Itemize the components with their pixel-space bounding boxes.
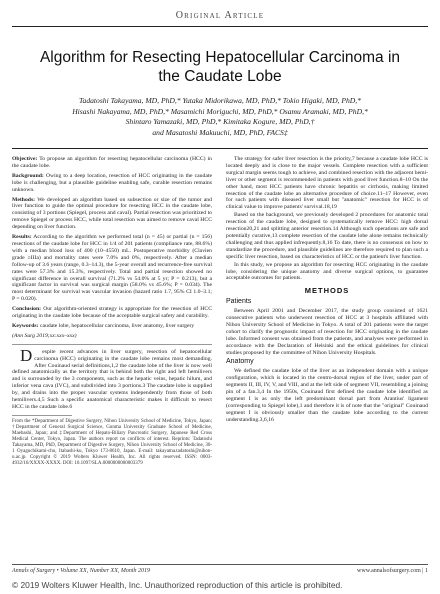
body-paragraph: The strategy for safer liver resection is the priority,7 because a caudate lobe HCC is located deeply and is close to the major vessels. Complete resection with a sufficient surgical margin seems tough to achieve, and combined resection with the adjacent hemi-liver or other segment is recommended in patients with good liver function.8–10 On the other hand, most HCC patients have chronic hepatitis or cirrhosis, making limited resection of the caudate lobe an alternative procedure of choice.11–17 However, even for such patients with diseased liver small but "anatomic" resection for HCC is of clinical value to improve patients' survival.18,19 <box>226 156 428 211</box>
abstract-results <box>12 234 212 303</box>
author-line: Shintaro Yamazaki, MD, PhD,* Kimitaka Kogure, MD, PhD,† <box>125 117 315 127</box>
header-rule <box>12 26 428 27</box>
journal-website: www.annalsofsurgery.com | 1 <box>357 568 428 574</box>
affiliation-rule <box>12 415 72 416</box>
abstract-rule <box>12 344 212 345</box>
abstract-conclusion <box>12 306 212 320</box>
journal-info: Annals of Surgery • Volume XX, Number XX, Month 2019 <box>12 568 151 574</box>
section-label: Original Article <box>175 10 265 21</box>
abstract-text: We developed an algorithm based on subsection or size of the tumor and liver function to guide the optimal procedure for resecting HCC in the caudate lobe, consisting of 3 portions (Spiegel, process and caval). Partial resection was prioritized to remove Spiegel or process HCC, while total resection was aimed to remove caval HCC depending on liver function. <box>12 196 212 231</box>
abstract-label: Methods: <box>12 196 36 203</box>
affiliations: From the *Department of Digestive Surgery, Nihon University School of Medicine, Tokyo, Japan; †Department of General Surgical Science, Gunma University Graduate School of Medicine, Maebashi, Japan; and ‡Department of Hepato-Biliary Pancreatic Surgery, Japanese Red Cross Medical Center, Tokyo, Japan. The authors report no conflicts of interest. Reprints: Tadatoshi Takayama, MD, PhD, Department of Digestive Surgery, Nihon University School of Medicine, 30-1 Oyaguchikami-cho, Itabashi-ku, Tokyo 173-8610, Japan. E-mail: takayama.tadatoshi@nihon-u.ac.jp. Copyright © 2019 Wolters Kluwer Health, Inc. All rights reserved. ISSN: 0003-4932/16/XXXX-XXXX. DOI: 10.1097/SLA.0000000000003379 <box>12 418 212 466</box>
abstract-label: Results: <box>12 234 32 241</box>
footer-rule <box>12 564 428 565</box>
abstract-label: Background: <box>12 172 44 179</box>
section-heading: METHODS <box>304 286 350 296</box>
subsection-heading: Patients <box>226 298 252 306</box>
article-title: Algorithm for Resecting Hepatocellular Carcinoma in the Caudate Lobe <box>39 49 401 85</box>
title-rule <box>12 148 428 149</box>
body-paragraph: Based on the background, we previously developed 2 procedures for anatomic total resection of the caudate lobe, designed to systematically remove HCC: high dorsal resection20,21 and splitting anterior resection.14 Although such operations are safe and potentially curative,13 complete resection of the caudate lobe alone remains technically challenging and thus applied infrequently.8,16 To date, there is no consensus on how to standardize the procedure, and plausible guidelines are therefore required to plan such a specific liver resection, based on characteristics of HCC or the patient's liver function. <box>226 212 428 260</box>
abstract-label: Keywords: <box>12 322 39 329</box>
right-column <box>226 156 428 425</box>
subsection-heading: Anatomy <box>226 358 254 366</box>
abstract-objective <box>12 156 212 170</box>
intro-paragraph: Despite recent advances in liver surgery, resection of hepatocellular carcinoma (HCC) originating in the caudate lobe remains most demanding. After Couinaud serial definitions,1,2 the caudate lobe of the liver is now well defined anatomically as the territory that is behind both the right and left hemilivers and is surrounded by the 3 components, such as the hepatic veins, hepatic hilum, and inferior vena cava (IVC), and subdivided into 3 portions.3 The caudate lobe is supplied by, and drains into the proper vascular systems independently from those of both hemilivers.4,5 Such a specific anatomical characteristic makes it difficult to resect HCC in the caudate lobe.6 <box>12 345 212 410</box>
abstract-text: To propose an algorithm for resecting hepatocellular carcinoma (HCC) in the caudate lobe. <box>12 156 212 169</box>
abstract-text: Our algorithm-oriented strategy is appropriate for the resection of HCC originating in the caudate lobe because of the acceptable surgical safety and curability. <box>12 306 212 320</box>
abstract-keywords <box>12 323 212 330</box>
abstract-background <box>12 173 212 194</box>
author-line: and Masatoshi Makuuchi, MD, PhD, FACS‡ <box>152 127 288 137</box>
abstract-label: Conclusion: <box>12 306 42 313</box>
abstract-label: Objective: <box>12 156 38 162</box>
body-paragraph: In this study, we propose an algorithm for resecting HCC originating in the caudate lobe, considering the unique anatomy and diverse surgical options, to guarantee acceptable outcomes for patients. <box>226 261 428 282</box>
body-paragraph: Between April 2001 and December 2017, the study group consisted of 1621 consecutive patients who underwent resection of HCC at 3 hospitals affiliated with Nihon University School of Medicine in Tokyo. A total of 201 patients were the target cohort to clarify the prognostic impact of resection for HCC originating in the caudate lobe. Informed consent was obtained from the patients, and analyses were performed in accordance with the Declaration of Helsinki and the ethical guidelines for clinical studies proposed by the committee of Nihon University Hospitals. <box>226 308 428 356</box>
body-paragraph: We defined the caudate lobe of the liver as an independent domain with a unique configuration, which is located in the centro-dorsal region of the liver, under part of segments II, III, IV, V, and VIII, and at the left side of segment VII, resembling a joining pin of a fan.3,4 In the 1950s, Couinaud first defined the caudate lobe identified as segment I is as only the left predominant dorsal part from Arantius' ligament (corresponding to Spiegel lobe),1 and therefore it is of note that the "original" Couinaud segment I is obviously smaller than the caudate lobe according to the current understanding.3,6,16 <box>226 368 428 423</box>
abstract-methods <box>12 197 212 232</box>
citation: (Ann Surg 2019;xx:xxx–xxx) <box>12 332 77 339</box>
author-list <box>30 96 410 138</box>
left-column <box>12 156 212 467</box>
author-line: Tadatoshi Takayama, MD, PhD,* Yutaka Midorikawa, MD, PhD,* Tokio Higaki, MD, PhD,* <box>79 96 361 105</box>
copyright-notice: © 2019 Wolters Kluwer Health, Inc. Unauthorized reproduction of this article is prohibited. <box>12 580 343 590</box>
abstract-text: Owing to a deep location, resection of HCC originating in the caudate lobe is challenging, but a plausible guideline enabling safe, curable resection remains unknown. <box>12 172 212 193</box>
abstract-text: caudate lobe, hepatocellular carcinoma, liver anatomy, liver surgery <box>39 322 195 329</box>
abstract-text: According to the algorithm we performed total (n = 45) or partial (n = 156) resections of the caudate lobe for HCC in 1/4 of 201 patients (compliance rate, 88.6%) with a median blood loss of 400 (10–4550) mL. Postoperative morbidity (Clavien grade ≥IIIa) and mortality rates were 7.0% and 0%, respectively. After a median follow-up of 3.6 years (range, 0.3–14.3), the 5-year overall and recurrence-free survival rates were 57.3% and 15.3%, respectively. Total and partial resection showed no significant difference in overall survival (71.2% vs 54.0% at 5 yr; P = 0.213), but a significant factor in survival was surgical margin (58.0% vs 45.6%; P = 0.034). The most determinant for survival was vascular invasion (hazard ratio 1.7, 95% CI 1.0–3.1; P = 0.020). <box>12 234 212 303</box>
author-line: Hisashi Nakayama, MD, PhD,* Masamichi Moriguchi, MD, PhD,* Osamu Aramaki, MD, PhD,* <box>72 106 368 116</box>
